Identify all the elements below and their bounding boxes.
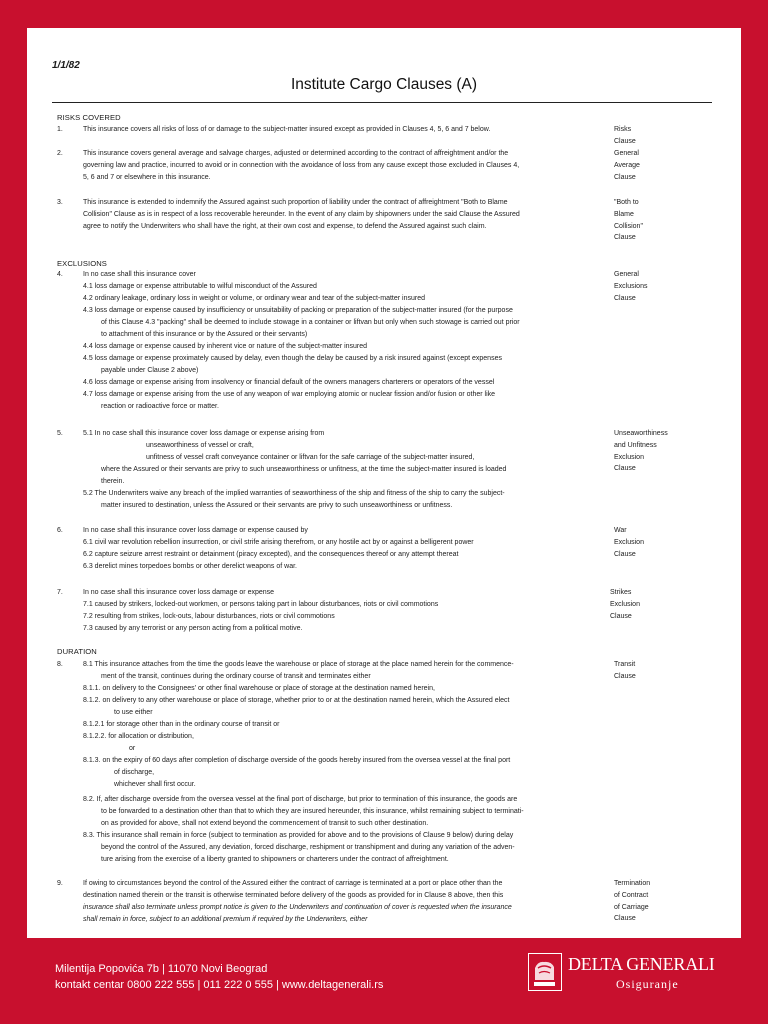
clause-line: to be forwarded to a destination other than that to which they are insured hereunder, this insurance, whilst remaining subject to terminati-	[101, 808, 524, 815]
clause-line: 4.3 loss damage or expense caused by insufficiency or unsuitability of packing or preparation of the subject-matter insured (for the purpose	[83, 307, 513, 314]
clause-line: where the Assured or their servants are privy to such unseaworthiness or unfitness, at the time the subject-matter insured is loaded	[101, 466, 507, 473]
clause-line: reaction or radioactive force or matter.	[101, 403, 219, 410]
lion-emblem-icon	[528, 953, 562, 991]
sidenote-both-to-blame: "Both to Blame Collision" Clause	[614, 199, 643, 242]
clause-line: beyond the control of the Assured, any deviation, forced discharge, reshipment or transhipment and during any variation of the adven-	[101, 844, 515, 851]
clause-line: 8.1.3. on the expiry of 60 days after completion of discharge overside of the goods hereby insured from the oversea vessel at the final port	[83, 757, 511, 764]
clause-line: to use either	[114, 709, 153, 716]
clause-number: 5.	[57, 430, 63, 437]
clause-line: payable under Clause 2 above)	[101, 367, 199, 374]
sidenote-unseaworthiness: Unseaworthiness and Unfitness Exclusion Clause	[614, 430, 668, 473]
footer-contact: kontakt centar 0800 222 555 | 011 222 0 555 | www.deltagenerali.rs	[55, 979, 384, 991]
clause-line: 8.1.2.2. for allocation or distribution,	[83, 733, 194, 740]
clause-line: 8.1.2. on delivery to any other warehouse or place of storage, whether prior to or at the destination named herein, which the Assured elect	[83, 697, 510, 704]
clause-line: of this Clause 4.3 "packing" shall be deemed to include stowage in a container or liftvan but only when such stowage is carried out prior	[101, 319, 520, 326]
clause-line: 8.1.2.1 for storage other than in the ordinary course of transit or	[83, 721, 280, 728]
clause-line: This insurance covers general average and salvage charges, adjusted or determined according to the contract of affreightment and/or the	[83, 150, 509, 157]
clause-line: governing law and practice, incurred to avoid or in connection with the avoidance of loss from any cause except those excluded in Clauses 4,	[83, 162, 520, 169]
clause-line: unfitness of vessel craft conveyance container or liftvan for the safe carriage of the subject-matter insured,	[146, 454, 475, 461]
clause-number: 9.	[57, 880, 63, 887]
sidenote-war-exclusion: War Exclusion Clause	[614, 527, 644, 558]
clause-line: ment of the transit, continues during the ordinary course of transit and terminates either	[101, 673, 371, 680]
clause-line: 7.2 resulting from strikes, lock-outs, labour disturbances, riots or civil commotions	[83, 613, 335, 620]
clause-number: 1.	[57, 126, 63, 133]
clause-line: 6.1 civil war revolution rebellion insurrection, or civil strife arising therefrom, or any hostile act by or against a belligerent power	[83, 539, 474, 546]
clause-number: 3.	[57, 199, 63, 206]
clause-line: This insurance covers all risks of loss of or damage to the subject-matter insured except as provided in Clauses 4, 5, 6 and 7 below.	[83, 126, 491, 133]
clause-line: 5.1 In no case shall this insurance cover loss damage or expense arising from	[83, 430, 325, 437]
clause-line: matter insured to destination, unless the Assured or their servants are privy to such unseaworthiness or unfitness.	[101, 502, 453, 509]
section-heading-exclusions: EXCLUSIONS	[57, 259, 107, 268]
sidenote-risks-clause: Risks Clause	[614, 126, 636, 145]
clause-line: 5.2 The Underwriters waive any breach of the implied warranties of seaworthiness of the ship and fitness of the ship to carry the subject-	[83, 490, 505, 497]
clause-line: 4.1 loss damage or expense attributable to wilful misconduct of the Assured	[83, 283, 317, 290]
clause-line: 4.6 loss damage or expense arising from insolvency or financial default of the owners managers charterers or operators of the vessel	[83, 379, 495, 386]
clause-line: shall remain in force, subject to an additional premium if required by the Underwriters, either	[83, 916, 368, 923]
clause-line: Collision" Clause as is in respect of a loss recoverable hereunder. In the event of any claim by shipowners under the said Clause the Assured	[83, 211, 520, 218]
clause-line: 7.3 caused by any terrorist or any person acting from a political motive.	[83, 625, 303, 632]
clause-line: 4.4 loss damage or expense caused by inherent vice or nature of the subject-matter insured	[83, 343, 368, 350]
clause-line: insurance shall also terminate unless prompt notice is given to the Underwriters and continuation of cover is requested when the insurance	[83, 904, 512, 911]
clause-line: 8.3. This insurance shall remain in force (subject to termination as provided for above and to the provisions of Clause 9 below) during delay	[83, 832, 514, 839]
clause-line: unseaworthiness of vessel or craft,	[146, 442, 254, 449]
title-divider	[52, 102, 712, 103]
clause-line: 8.1.1. on delivery to the Consignees' or other final warehouse or place of storage at the destination named herein,	[83, 685, 435, 692]
clause-number: 6.	[57, 527, 63, 534]
sidenote-strikes-exclusion: Strikes Exclusion Clause	[610, 589, 640, 620]
clause-line: 4.7 loss damage or expense arising from the use of any weapon of war employing atomic or nuclear fission and/or fusion or other like	[83, 391, 496, 398]
clause-line: 7.1 caused by strikers, locked-out workmen, or persons taking part in labour disturbances, riots or civil commotions	[83, 601, 439, 608]
clause-line: of discharge,	[114, 769, 155, 776]
clause-line: In no case shall this insurance cover loss damage or expense caused by	[83, 527, 308, 534]
clause-line: or	[129, 745, 136, 752]
clause-line: In no case shall this insurance cover loss damage or expense	[83, 589, 275, 596]
footer-address: Milentija Popovića 7b | 11070 Novi Beograd	[55, 963, 268, 975]
clause-line: 4.2 ordinary leakage, ordinary loss in weight or volume, or ordinary wear and tear of the subject-matter insured	[83, 295, 426, 302]
clause-line: 4.5 loss damage or expense proximately caused by delay, even though the delay be caused by a risk insured against (except expenses	[83, 355, 502, 362]
document-page	[27, 28, 741, 938]
clause-line: 8.2. If, after discharge overside from the oversea vessel at the final port of discharge, but prior to termination of this insurance, the goods are	[83, 796, 518, 803]
clause-line: therein.	[101, 478, 125, 485]
clause-number: 7.	[57, 589, 63, 596]
clause-line: 8.1 This insurance attaches from the time the goods leave the warehouse or place of storage at the place named herein for the commence-	[83, 661, 514, 668]
clause-line: agree to notify the Underwriters who shall have the right, at their own cost and expense, to defend the Assured against such claim.	[83, 223, 487, 230]
clause-line: on as provided for above, shall not extend beyond the commencement of transit to such other destination.	[101, 820, 429, 827]
clause-number: 4.	[57, 271, 63, 278]
clause-line: In no case shall this insurance cover	[83, 271, 196, 278]
brand-name: DELTA GENERALI	[568, 954, 715, 974]
sidenote-transit-clause: Transit Clause	[614, 661, 636, 680]
clause-line: whichever shall first occur.	[114, 781, 196, 788]
document-title: Institute Cargo Clauses (A)	[290, 76, 478, 93]
brand-subtitle: Osiguranje	[616, 977, 679, 991]
section-heading-duration: DURATION	[57, 647, 97, 656]
clause-line: to attachment of this insurance or by the Assured or their servants)	[101, 331, 308, 338]
clause-line: ture arising from the exercise of a liberty granted to shipowners or charterers under the contract of affreightment.	[101, 856, 449, 863]
clause-line: destination named therein or the transit is otherwise terminated before delivery of the goods as provided for in Clause 8 above, then this	[83, 892, 504, 899]
delta-generali-logo	[528, 953, 718, 997]
sidenote-general-exclusions: General Exclusions Clause	[614, 271, 648, 302]
clause-line: If owing to circumstances beyond the control of the Assured either the contract of carriage is terminated at a port or place other than the	[83, 880, 503, 887]
section-heading-risks: RISKS COVERED	[57, 113, 121, 122]
sidenote-termination: Termination of Contract of Carriage Clause	[614, 880, 651, 923]
document-date: 1/1/82	[52, 60, 80, 71]
clause-line: 5, 6 and 7 or elsewhere in this insurance.	[83, 174, 211, 181]
clause-number: 2.	[57, 150, 63, 157]
clause-line: This insurance is extended to indemnify the Assured against such proportion of liability under the contract of affreightment "Both to Blame	[83, 199, 508, 206]
clause-line: 6.3 derelict mines torpedoes bombs or other derelict weapons of war.	[83, 563, 298, 570]
clause-number: 8.	[57, 661, 63, 668]
sidenote-general-average: General Average Clause	[614, 150, 640, 181]
clause-line: 6.2 capture seizure arrest restraint or detainment (piracy excepted), and the consequences thereof or any attempt thereat	[83, 551, 459, 558]
